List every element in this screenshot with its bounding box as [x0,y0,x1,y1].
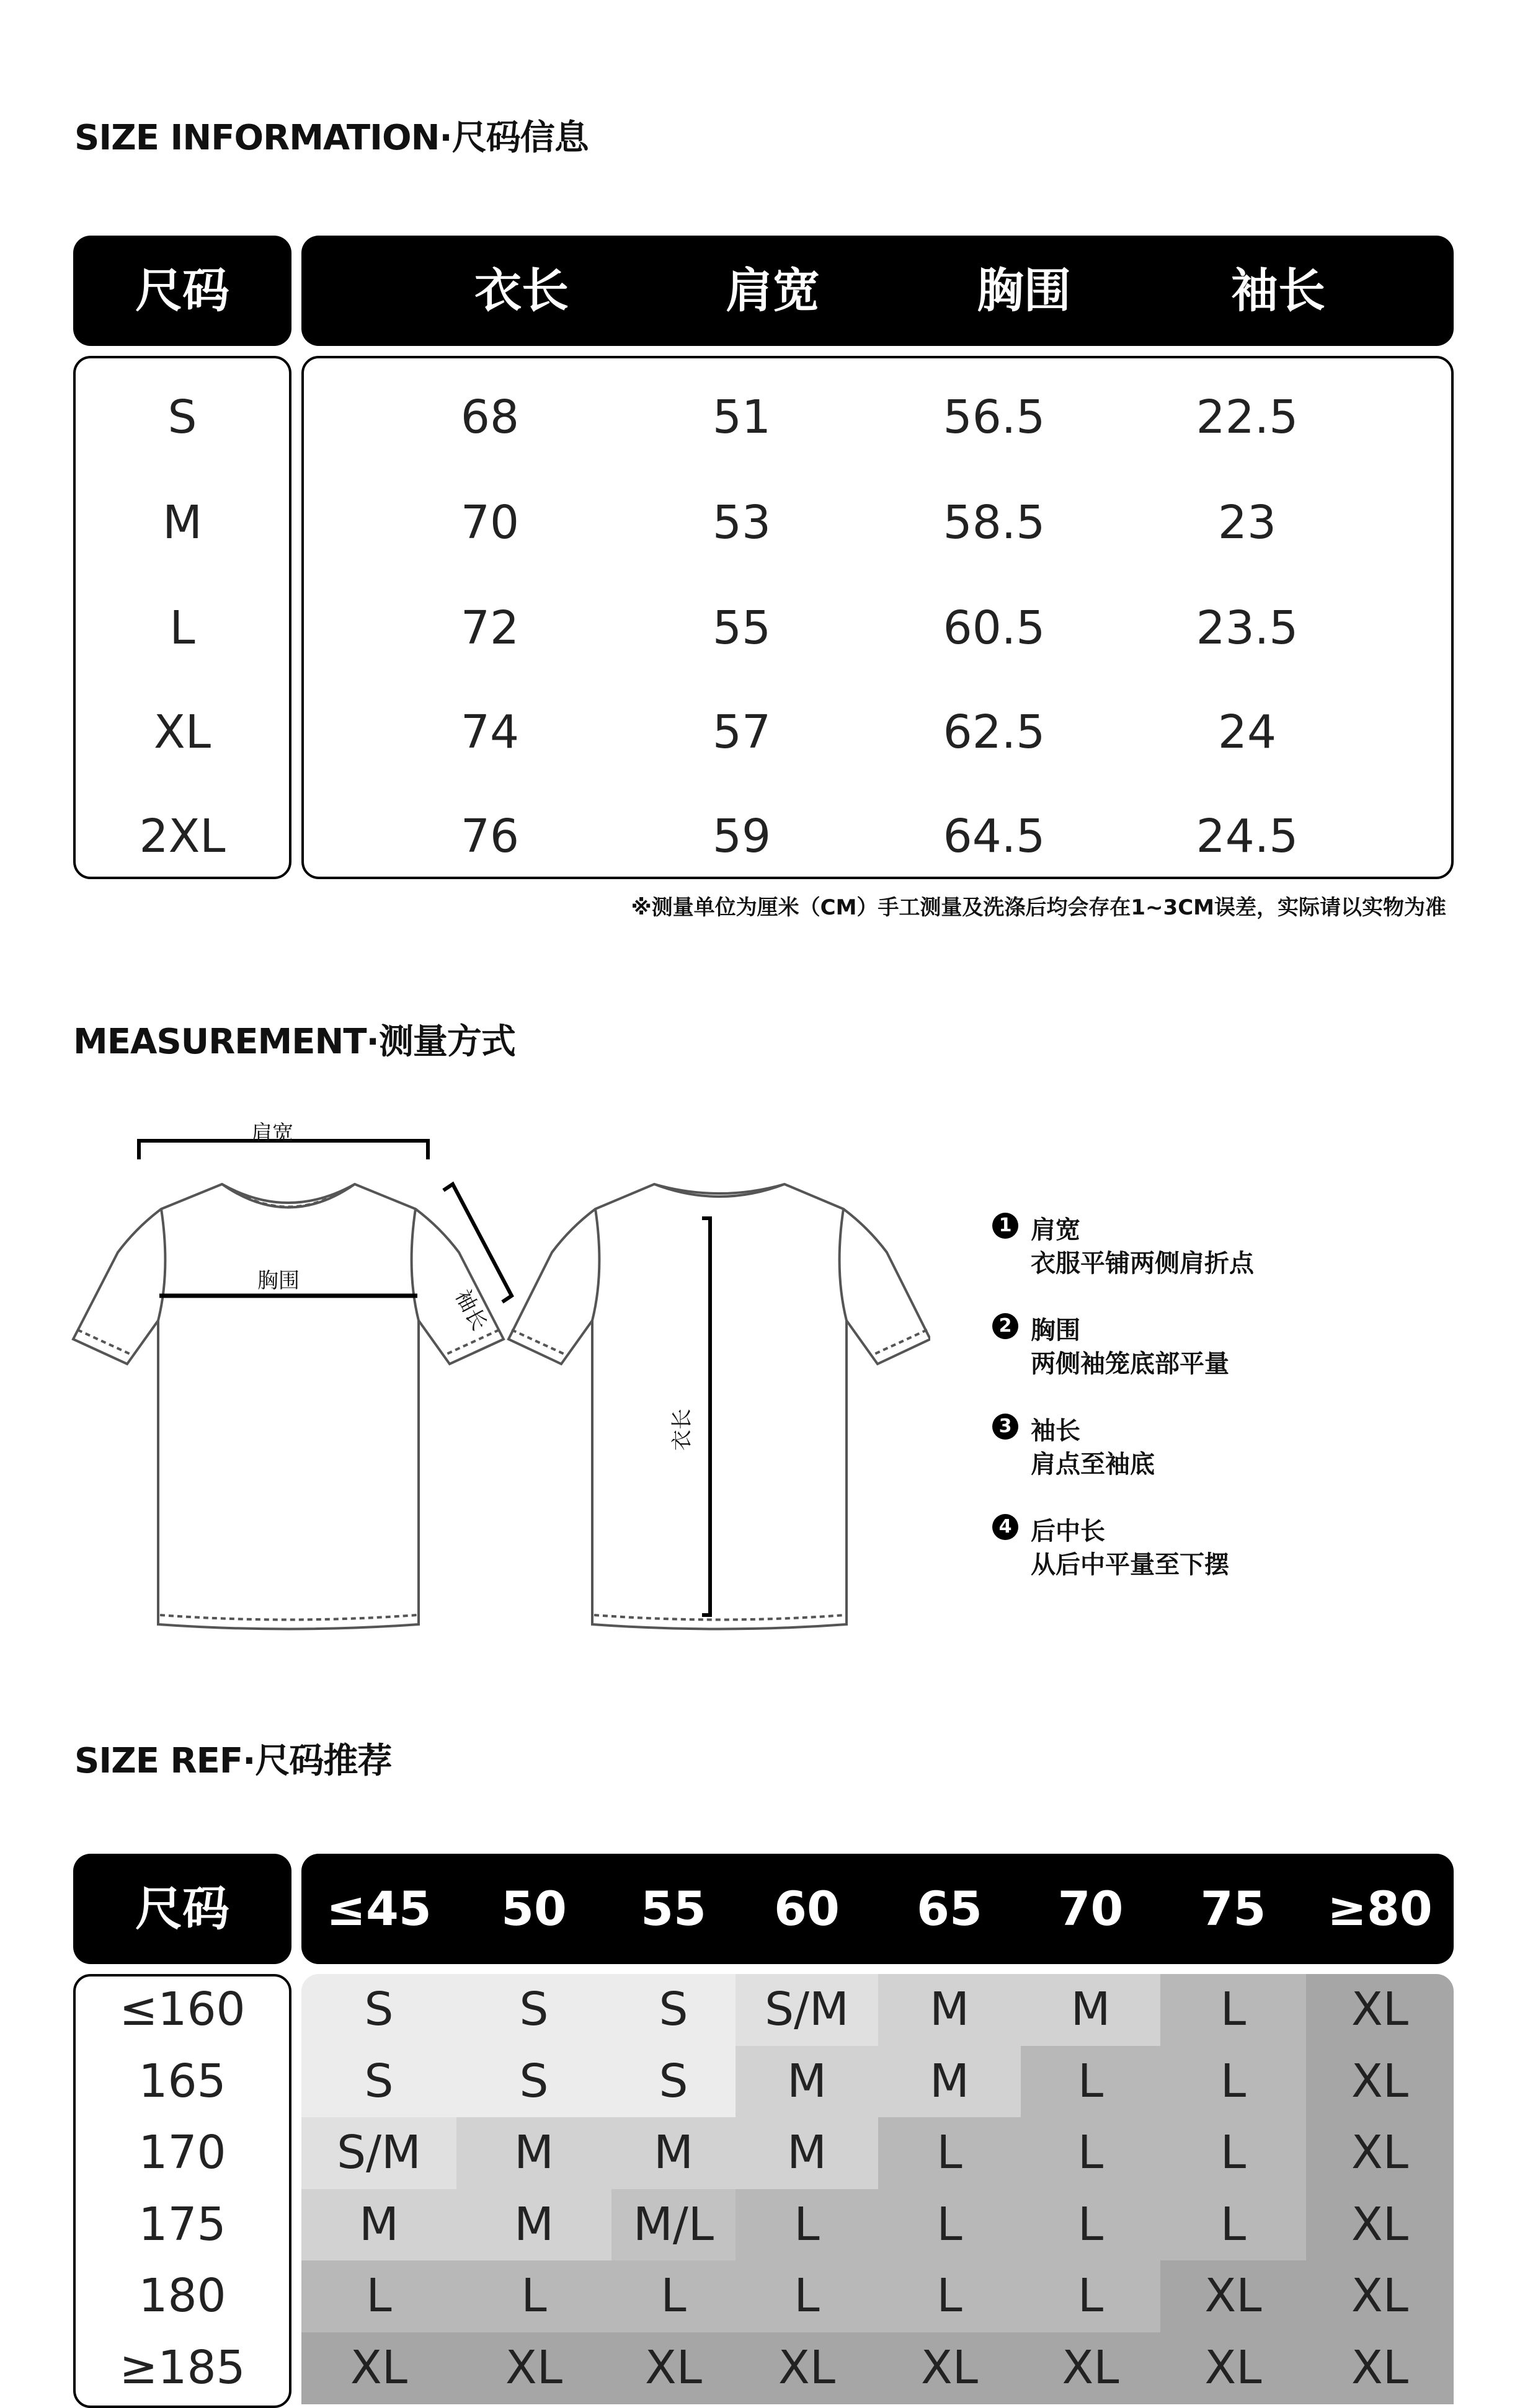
size-info-size-s: S [167,391,197,444]
size-info-value: 74 [460,706,520,759]
size-ref-cell: XL [1306,1974,1454,2047]
legend-title: 胸围 [1031,1316,1080,1345]
height-label: ≥185 [119,2340,246,2394]
size-ref-cell: XL [1306,2189,1454,2262]
size-ref-cell: XL [1306,2046,1454,2118]
size-info-value: 23.5 [1196,601,1299,655]
size-ref-header-weights [301,1854,1454,1964]
size-info-value: 23 [1217,496,1277,549]
size-info-value: 64.5 [943,810,1046,863]
size-info-value: 56.5 [943,391,1046,444]
col-header-chest: 胸围 [977,263,1071,318]
chest-label: 胸围 [257,1268,300,1293]
weight-header: ≤45 [326,1881,432,1936]
size-ref-cell: L [1021,2117,1160,2190]
size-ref-cell: M [301,2189,456,2262]
size-ref-cell: M [878,2046,1021,2118]
height-label: 180 [138,2269,226,2322]
header-size-label: 尺码 [135,263,229,318]
size-info-size-xl: XL [154,706,211,759]
sleeve-label: 袖长 [450,1285,492,1335]
weight-header: 65 [917,1881,982,1936]
size-ref-cell: S [456,2046,611,2118]
size-ref-cell: XL [1306,2260,1454,2333]
front-tshirt-icon [73,1184,504,1629]
length-label: 衣长 [670,1409,695,1451]
measurement-title: MEASUREMENT·测量方式 [73,1022,515,1062]
size-ref-header-label: 尺码 [135,1881,229,1936]
weight-header: ≥80 [1327,1881,1433,1936]
size-ref-cell: S [611,2046,736,2118]
size-ref-header-size [73,1854,291,1964]
size-info-value: 58.5 [943,496,1046,549]
size-info-value: 55 [712,601,771,655]
height-label: 175 [138,2197,226,2251]
legend-description: 从后中平量至下摆 [1031,1551,1229,1579]
size-ref-cell: S [301,2046,456,2118]
height-label: 170 [138,2126,226,2179]
legend-description: 衣服平铺两侧肩折点 [1031,1249,1254,1278]
size-info-size-l: L [169,601,195,655]
size-info-value: 62.5 [943,706,1046,759]
legend-number-icon: 2 [992,1313,1018,1339]
size-ref-cell: L [1160,2189,1306,2262]
col-header-shoulder: 肩宽 [726,263,820,318]
size-ref-cell: L [1160,2117,1306,2190]
weight-header: 75 [1200,1881,1266,1936]
size-ref-cell: L [878,2260,1021,2333]
legend-number-icon: 4 [992,1514,1018,1540]
size-ref-cell: M [611,2117,736,2190]
size-ref-cell: L [1021,2260,1160,2333]
size-ref-cell: L [611,2260,736,2333]
size-ref-cell: XL [1021,2332,1160,2405]
size-ref-cell: M [736,2046,878,2118]
size-ref-cell: L [736,2260,878,2333]
size-info-value: 68 [460,391,520,444]
size-info-size-2xl: 2XL [139,810,226,863]
size-ref-cell: S/M [736,1974,878,2047]
weight-header: 55 [641,1881,706,1936]
size-ref-cell: M [1021,1974,1160,2047]
size-ref-cell: M [456,2189,611,2262]
size-info-value: 72 [460,601,520,655]
weight-header: 60 [774,1881,840,1936]
size-info-value: 70 [460,496,520,549]
size-ref-cell: XL [456,2332,611,2405]
size-info-value: 24 [1217,706,1277,759]
size-ref-cell: S [456,1974,611,2047]
size-ref-cell: XL [301,2332,456,2405]
size-ref-cell: L [878,2117,1021,2190]
size-info-value: 76 [460,810,520,863]
legend-title: 后中长 [1031,1517,1105,1546]
size-info-value: 57 [712,706,771,759]
shoulder-label: 肩宽 [251,1121,293,1146]
height-label: 165 [138,2054,226,2108]
back-tshirt-icon [509,1184,930,1629]
legend-description: 肩点至袖底 [1031,1450,1155,1479]
size-ref-cell: S/M [301,2117,456,2190]
size-info-value: 60.5 [943,601,1046,655]
col-header-sleeve: 袖长 [1231,263,1325,318]
size-ref-cell: L [1021,2046,1160,2118]
weight-header: 50 [501,1881,567,1936]
measurement-note: ※测量单位为厘米（CM）手工测量及洗涤后均会存在1~3CM误差，实际请以实物为准 [631,895,1446,920]
col-header-length: 衣长 [474,263,569,318]
size-ref-cell: L [736,2189,878,2262]
size-info-header-columns [301,236,1454,346]
size-ref-cell: L [1160,2046,1306,2118]
size-ref-grid [301,1974,1454,2408]
size-ref-cell: XL [611,2332,736,2405]
size-ref-cell: M/L [611,2189,736,2262]
size-ref-cell: XL [878,2332,1021,2405]
size-ref-cell: L [878,2189,1021,2262]
size-ref-cell: XL [736,2332,878,2405]
size-ref-cell: M [456,2117,611,2190]
size-info-value: 24.5 [1196,810,1299,863]
size-ref-cell: L [456,2260,611,2333]
legend-number-icon: 3 [992,1414,1018,1440]
size-info-value: 51 [712,391,771,444]
size-info-value: 22.5 [1196,391,1299,444]
tshirt-diagram [62,1091,930,1637]
size-ref-cell: S [611,1974,736,2047]
size-ref-cell: L [301,2260,456,2333]
size-ref-cell: XL [1306,2117,1454,2190]
size-ref-cell: L [1021,2189,1160,2262]
size-info-title: SIZE INFORMATION·尺码信息 [74,118,589,158]
size-ref-cell: M [736,2117,878,2190]
weight-header: 70 [1057,1881,1124,1936]
size-ref-cell: L [1160,1974,1306,2047]
size-info-value: 53 [712,496,771,549]
legend-title: 肩宽 [1031,1216,1080,1244]
size-ref-cell: S [301,1974,456,2047]
legend-number-icon: 1 [992,1213,1018,1239]
size-ref-title: SIZE REF·尺码推荐 [74,1741,392,1781]
legend-description: 两侧袖笼底部平量 [1031,1350,1229,1378]
height-label: ≤160 [119,1983,246,2036]
size-info-size-m: M [162,496,202,549]
legend-title: 袖长 [1031,1417,1080,1445]
size-ref-cell: XL [1306,2332,1454,2405]
size-ref-cell: XL [1160,2260,1306,2333]
size-info-value: 59 [712,810,771,863]
size-info-header-size [73,236,291,346]
size-ref-cell: M [878,1974,1021,2047]
size-ref-cell: XL [1160,2332,1306,2405]
